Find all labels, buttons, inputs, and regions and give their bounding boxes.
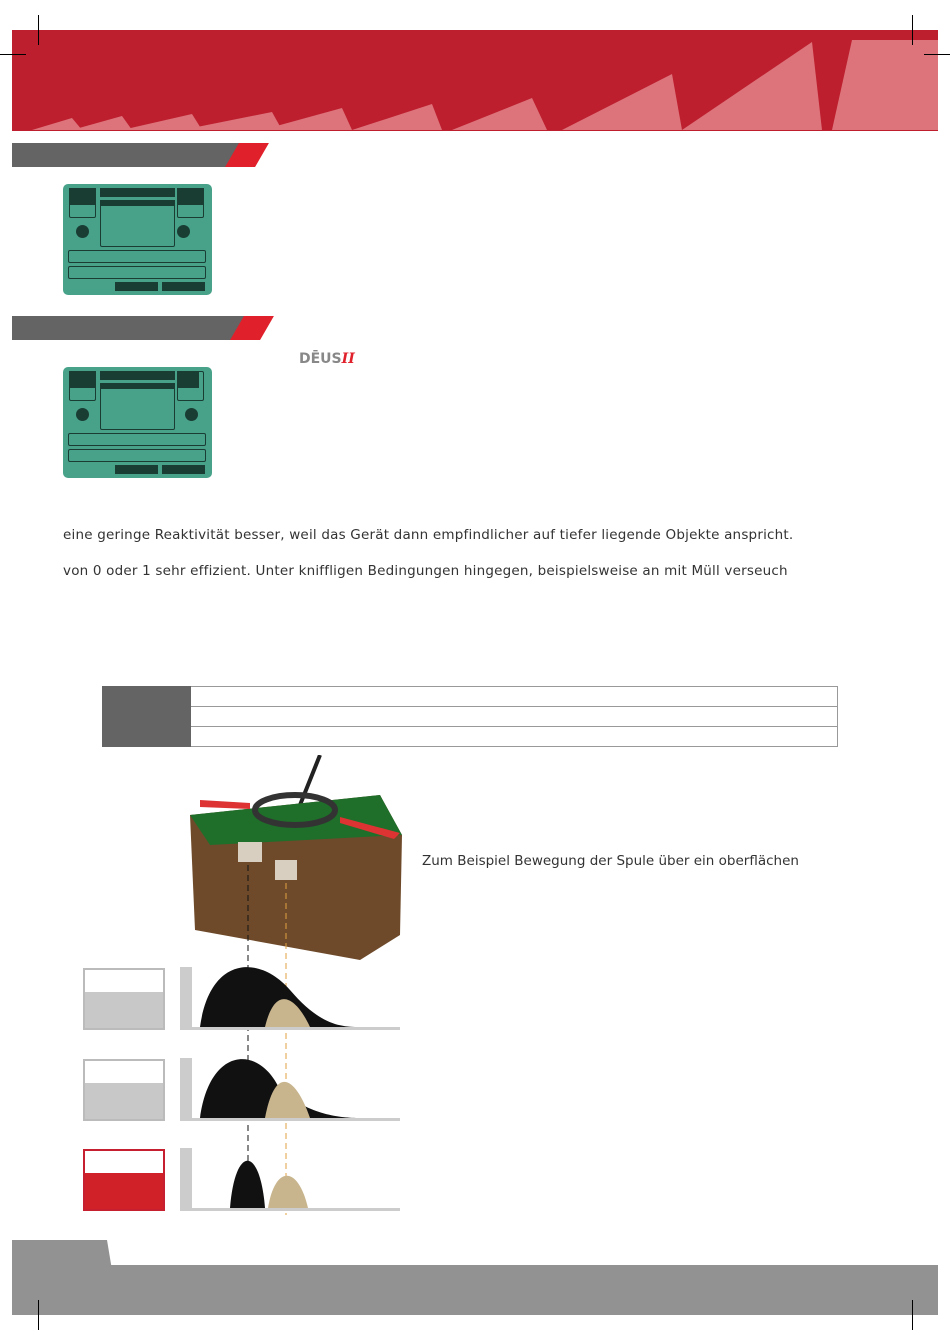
plus-icon: [177, 225, 190, 238]
crop-mark: [912, 15, 913, 45]
deus-logo: DĒUSII: [299, 351, 355, 367]
body-text-line: von 0 oder 1 sehr effizient. Unter kniffligen Bedingungen hingegen, beispielsweise an mit Müll verseuch: [63, 563, 788, 579]
header-stripes-decoration: [12, 30, 938, 131]
lcd-screen-2: [63, 367, 212, 478]
section-header-bar-2: [12, 316, 247, 340]
lcd-screen-1: [63, 184, 212, 295]
crop-mark: [0, 54, 26, 55]
body-text-line: eine geringe Reaktivität besser, weil das Gerät dann empfindlicher auf tiefer liegende Objekte anspricht.: [63, 527, 794, 543]
settings-table: [102, 686, 838, 747]
minus-icon: [76, 225, 89, 238]
plus-icon: [185, 408, 198, 421]
footer-bar: [12, 1265, 938, 1315]
signal-graph-3: [180, 1148, 400, 1211]
crop-mark: [912, 1300, 913, 1330]
illustration-caption: Zum Beispiel Bewegung der Spule über ein oberflächen: [422, 853, 799, 869]
soil-reactivity-illustration: [180, 755, 420, 1215]
reactivity-label-box-3: [83, 1149, 165, 1211]
ring-icon: [275, 860, 297, 880]
nail-icon: [238, 842, 262, 862]
crop-mark: [38, 15, 39, 45]
section-header-bar-1: [12, 143, 242, 167]
signal-graph-1: [180, 967, 400, 1030]
reactivity-label-box-2: [83, 1059, 165, 1121]
minus-icon: [76, 408, 89, 421]
table-row: [103, 727, 838, 747]
signal-graph-2: [180, 1058, 400, 1121]
reactivity-label-box-1: [83, 968, 165, 1030]
crop-mark: [924, 54, 950, 55]
table-row: [103, 707, 838, 727]
crop-mark: [38, 1300, 39, 1330]
header-banner: [12, 30, 938, 131]
table-row: [103, 687, 838, 707]
